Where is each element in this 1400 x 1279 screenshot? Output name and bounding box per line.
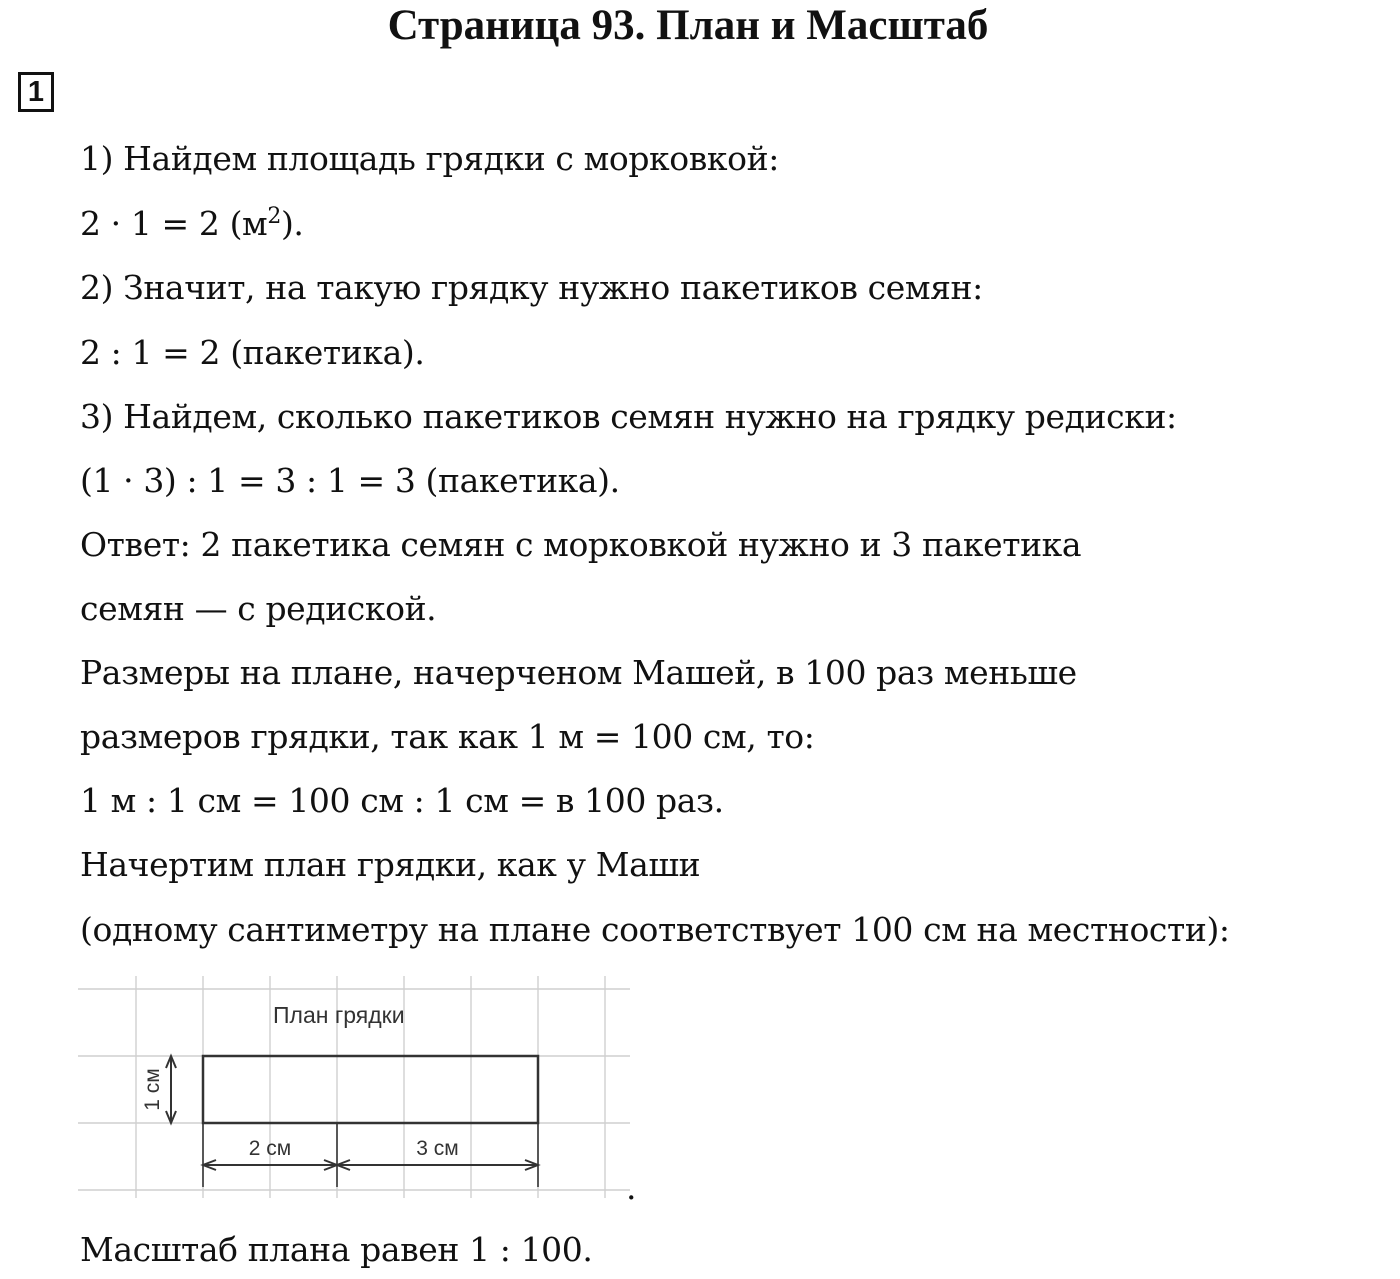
height-dimension-label: 1 см (141, 1068, 164, 1111)
explanation-line-4: Начертим план грядки, как у Маши (80, 845, 701, 884)
answer-line-2: семян — с редиской. (80, 589, 437, 628)
area-formula-end: ). (280, 204, 304, 243)
explanation-line-5: (одному сантиметру на плане соответствует 100 см на местности): (80, 910, 1230, 949)
right-width-label: 3 см (416, 1137, 459, 1160)
answer-line-1: Ответ: 2 пакетика семян с морковкой нужно и 3 пакетика (80, 525, 1082, 564)
area-formula: 2 · 1 = 2 (м (80, 204, 268, 243)
garden-bed-rectangle (203, 1056, 538, 1123)
left-width-label: 2 см (248, 1137, 292, 1160)
solution-line-4: 2 : 1 = 2 (пакетика). (80, 333, 425, 372)
solution-line-1: 1) Найдем площадь грядки с морковкой: (80, 139, 779, 178)
solution-line-3: 2) Значит, на такую грядку нужно пакетиков семян: (80, 268, 983, 307)
garden-plan-drawing (78, 976, 630, 1198)
trailing-period: . (626, 1168, 637, 1207)
task-number-box: 1 (18, 72, 54, 112)
explanation-line-3: 1 м : 1 см = 100 см : 1 см = в 100 раз. (80, 781, 724, 820)
solution-line-5: 3) Найдем, сколько пакетиков семян нужно на грядку редиски: (80, 397, 1177, 436)
explanation-line-2: размеров грядки, так как 1 м = 100 см, то: (80, 717, 815, 756)
page-title: Страница 93. План и Масштаб (387, 2, 989, 49)
explanation-line-1: Размеры на плане, начерченом Машей, в 100 раз меньше (80, 653, 1077, 692)
solution-line-2 (80, 204, 304, 244)
square-exponent: 2 (267, 204, 281, 229)
dimension-lines (166, 1056, 538, 1187)
plan-title: План грядки (273, 1002, 405, 1028)
garden-plan-figure (78, 976, 630, 1198)
scale-answer-line: Масштаб плана равен 1 : 100. (80, 1230, 593, 1269)
solution-line-6: (1 · 3) : 1 = 3 : 1 = 3 (пакетика). (80, 461, 620, 500)
